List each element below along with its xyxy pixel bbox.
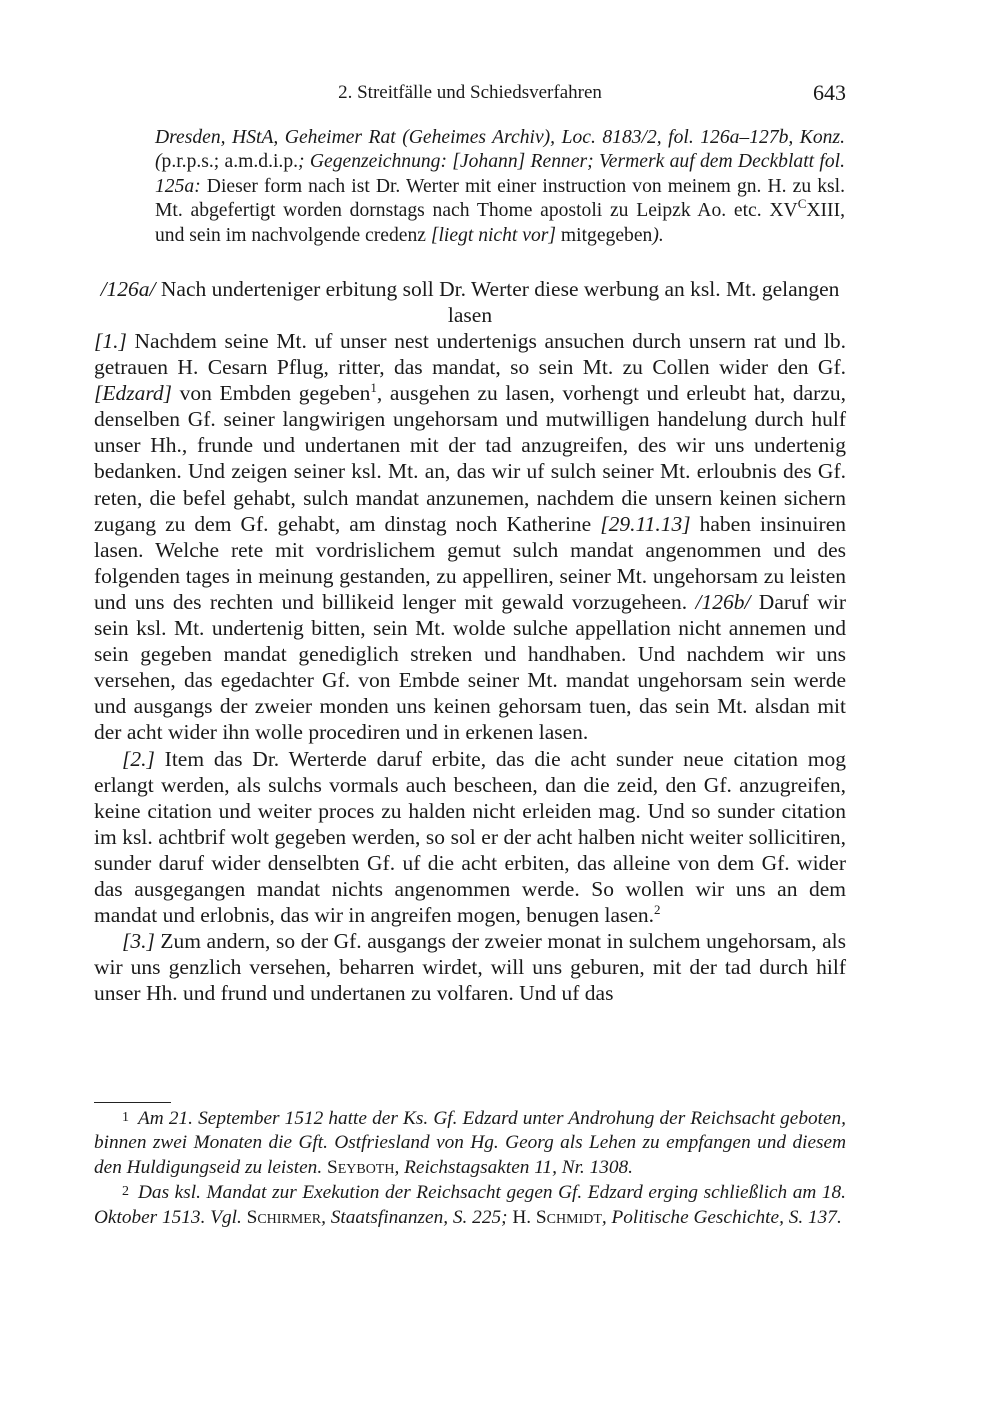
footnote-2 xyxy=(94,1180,846,1230)
paragraph-text: Nachdem seine Mt. uf unser nest undertenigs ansuchen durch unsern rat und lb. getrauen H. Cesarn Pflug, ritter, das mandat, so sein Mt. zu Collen wider den Gf. xyxy=(94,329,846,380)
section-heading xyxy=(94,276,846,328)
editorial-name: [Edzard] xyxy=(94,381,173,406)
paragraph-text: von Embden gegeben xyxy=(172,381,371,406)
paragraph-text: Item das Dr. Werterde daruf erbite, das die acht sunder neue citation mog erlangt werden, als sulchs vormals auch bescheen, dan die zeid, den Gf. anzugreifen, keine citation und weiter proces zu halden nicht erleiden mag. Und so sunder citation im ksl. achtbrif wolt gegeben werden, so sol er der acht halben nicht weiter sollicitiren, sunder daruf wider denselbten Gf. uf die acht erbiten, das alleine von dem Gf. wider das ausgegangen mandat nichts angenommen werde. So wollen wir uns an dem mandat und erlobnis, das wir in angreifen mogen, benugen lasen. xyxy=(94,746,846,928)
footnote-number: 2 xyxy=(122,1184,129,1200)
footnote-ref-1[interactable]: 1 xyxy=(370,380,377,396)
heading-text: Nach underteniger erbitung soll Dr. Werter diese werbung an ksl. Mt. gelangen lasen xyxy=(155,277,840,327)
body-text xyxy=(94,328,846,1006)
paragraph-text: , ausgehen zu lasen, vorhengt und erleubt hat, darzu, denselben Gf. seiner langwirigen ungehorsam und mutwilligen handelung durch hulf unser Hh., frunde und undertanen mit der tad anzugreifen, des wir uns undertenig bedanken. Und zeigen seiner ksl. Mt. an, das wir uf sulch seiner Mt. erloubnis des Gf. reten, die befel gehabt, sulch mandat anzunemen, nachdem die unsern keinen sichern zugang zu dem Gf. gehabt, am dinstag noch Katherine xyxy=(94,381,847,536)
source-note-text-2: XIII, und sein im nachvolgende credenz xyxy=(155,200,845,246)
running-title: 2. Streitfälle und Schiedsverfahren xyxy=(338,82,602,103)
footnote-author: Seyboth xyxy=(326,1156,395,1178)
footnote-author: Schirmer xyxy=(246,1206,322,1228)
footnote-text: , Staatsfinanzen, S. 225; xyxy=(321,1206,513,1228)
source-abbrev-1: p.r.p.s.; xyxy=(161,151,220,173)
source-countersign: ; Gegenzeichnung: [Johann] Renner; Vermerk auf dem Deckblatt fol. 125a: xyxy=(155,151,845,197)
page-number: 643 xyxy=(813,80,846,105)
footnote-text: , Politische Geschichte, S. 137. xyxy=(601,1206,842,1228)
source-close: ). xyxy=(652,224,664,246)
source-note-text: Dieser form nach ist Dr. Werter mit einer instruction von meinem gn. H. zu ksl. Mt. abgefertigt worden dornstags nach Thome apostoli zu Leipzk Ao. etc. XV xyxy=(155,175,845,222)
source-note xyxy=(155,126,845,248)
folio-marker: /126a/ xyxy=(100,277,156,301)
editorial-date: [29.11.13] xyxy=(600,511,691,536)
footnote-text: Am 21. September 1512 hatte der Ks. Gf. Edzard unter Androhung der Reichsacht geboten, binnen zwei Monaten die Gft. Ostfriesland von Hg. Georg als Lehen zu empfangen und diesem den Huldigungseid zu leisten. xyxy=(94,1108,846,1178)
paragraph-number: [1.] xyxy=(94,329,127,353)
paragraph-number: [3.] xyxy=(122,929,155,954)
footnote-1 xyxy=(94,1106,846,1180)
source-note-text-3: mitgegeben xyxy=(556,224,653,246)
source-editorial: [liegt nicht vor] xyxy=(430,224,557,246)
footnote-author-initial: H. xyxy=(512,1206,536,1228)
footnote-number: 1 xyxy=(122,1110,129,1125)
source-archive: Dresden, HStA, Geheimer Rat (Geheimes Archiv), Loc. 8183/2, fol. 126a–127b, Konz. ( xyxy=(155,127,845,173)
paragraph-2 xyxy=(94,746,846,929)
footnote-rule xyxy=(94,1102,171,1103)
footnote-text: , Reichstagsakten 11, Nr. 1308. xyxy=(394,1156,633,1178)
footnote-author: Schmidt xyxy=(535,1206,602,1228)
source-abbrev-2: a.m.d.i.p. xyxy=(219,151,299,173)
paragraph-3 xyxy=(94,928,846,1006)
footnote-ref-2[interactable]: 2 xyxy=(654,902,661,918)
folio-marker: /126b/ xyxy=(695,589,751,614)
running-head xyxy=(94,80,846,106)
paragraph-text: Zum andern, so der Gf. ausgangs der zweier monat in sulchem ungehorsam, als wir uns genzlich versehen, beharren wirdet, will uns geburen, mit der tad durch hilf unser Hh. und frund und undertanen zu volfaren. Und uf das xyxy=(94,929,846,1006)
paragraph-number: [2.] xyxy=(122,746,155,771)
footnotes xyxy=(94,1106,846,1230)
paragraph-text: Daruf wir sein ksl. Mt. undertenig bitten, sein Mt. wolde sulche appellation nicht annemen und sein gegeben mandat genediglich streken und handhaben. Und nachdem wir uns versehen, das egedachter Gf. von Embde seiner Mt. mandat ungehorsam sein werde und ausgangs der zweier monden uns keinen gehorsam tuen, das sein Mt. alsdan mit der acht wider ihn wolle procediren und in erkenen lasen. xyxy=(94,589,846,745)
paragraph-text: haben insinuiren lasen. Welche rete mit vordrislichem gemut sulch mandat angenommen und des folgenden tages in meinung gestanden, zu appelliren, seiner Mt. ungehorsam zu leisten und uns des rechten und billikeid lenger mit gewald vorzugeheen. xyxy=(94,511,846,614)
paragraph-1 xyxy=(94,328,846,746)
footnote-text: Das ksl. Mandat zur Exekution der Reichsacht gegen Gf. Edzard erging schließlich am 18. Oktober 1513. Vgl. xyxy=(94,1182,846,1228)
source-superscript: C xyxy=(797,196,807,212)
